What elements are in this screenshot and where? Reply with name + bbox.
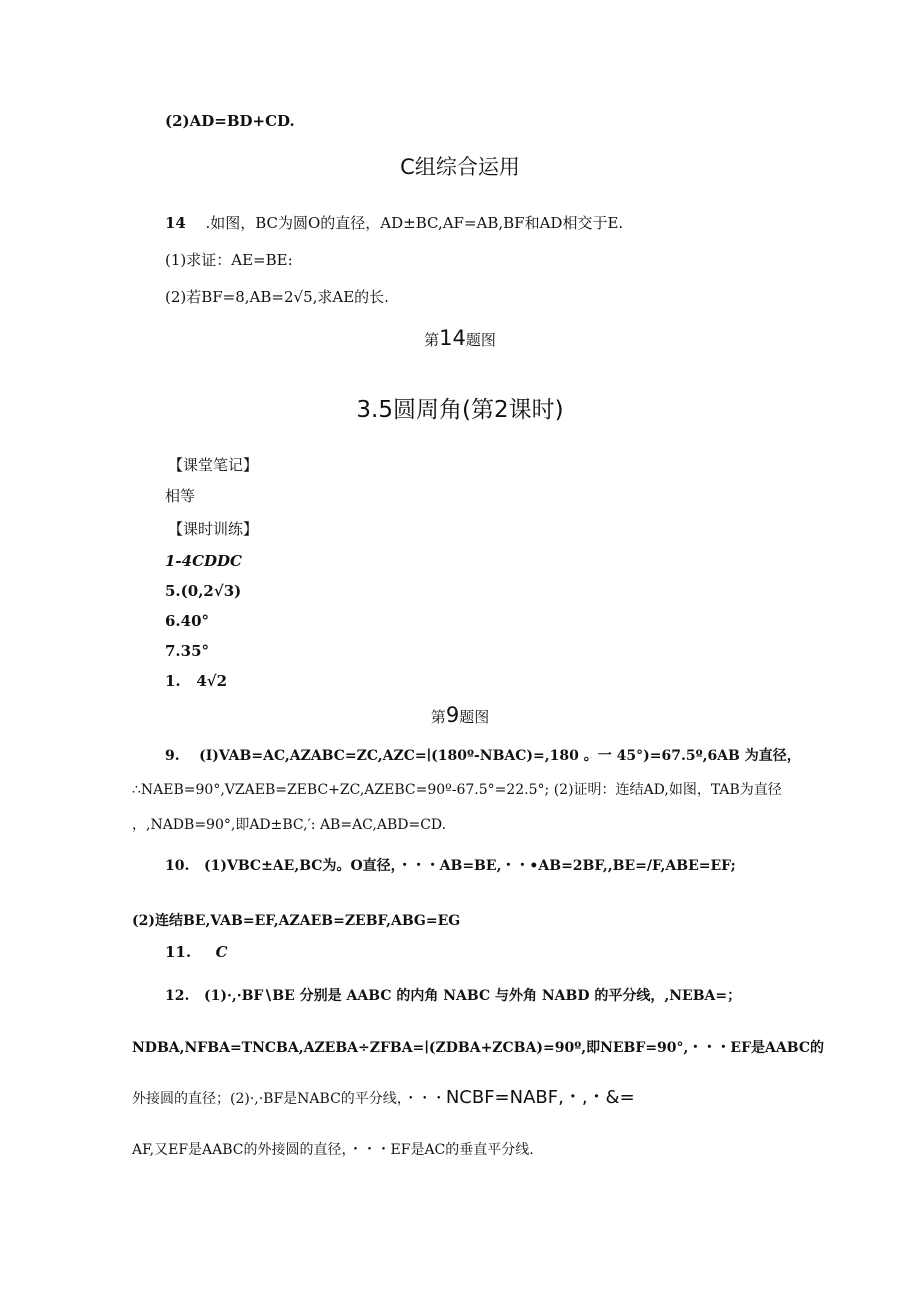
solution-10-line1: 10. (1)VBC±AE,BC为。O直径，・・・AB=BE,・・•AB=2BF,,BE=/F,ABE=EF; [165,858,736,874]
answer-7: 7.35° [165,642,210,660]
section-heading: C组综合运用 [400,155,520,179]
solution-10-line2: (2)连结BE,VAB=EF,AZAEB=ZEBF,ABG=EG [132,913,461,929]
question-14-part1: (1)求证：AE=BE: [165,251,293,269]
answer-5: 5.(0,2√3) [165,582,242,600]
solution-9-line2: ∴NAEB=90°,VZAEB=ZEBC+ZC,AZEBC=90º-67.5°=22.5°; (2)证明：连结AD,如图，TAB为直径 [132,782,782,798]
answer-8: 1. 4√2 [165,672,228,690]
question-14-part2: (2)若BF=8,AB=2√5,求AE的长. [165,288,389,306]
figure-caption-9 [0,704,920,728]
caption-suffix: 题图 [459,708,490,726]
question-number: 14 [165,214,186,232]
solution-12-line2: NDBA,NFBA=TNCBA,AZEBA÷ZFBA=∣(ZDBA+ZCBA)=90º,即NEBF=90°,・・・EF是AABC的 [132,1040,824,1056]
solution-number: 11. [165,943,192,961]
chapter-title: 3.5圆周角(第2课时) [356,397,564,423]
solution-9-line1: 9. (I)VAB=AC,AZABC=ZC,AZC=∣(180º-NBAC)=,180 。一 45°)=67.5º,6AB 为直径， [165,748,801,764]
caption-prefix: 第 [424,331,440,349]
solution-11 [165,942,228,962]
caption-number: 14 [439,326,466,350]
solution-9-line3: ，,NADB=90°,即AD±BC,′: AB=AC,ABD=CD. [132,817,447,833]
answer-6: 6.40° [165,612,210,630]
answer-1-4: 1-4CDDC [165,552,242,570]
top-item: (2)AD=BD+CD. [165,112,295,130]
solution-12-line4: AF,又EF是AABC的外接圆的直径，・・・EF是AC的垂直平分线. [132,1142,534,1158]
notes-text: 相等 [165,487,196,505]
question-text: .如图，BC为圆O的直径，AD±BC,AF=AB,BF和AD相交于E. [205,214,624,232]
caption-suffix: 题图 [465,331,496,349]
solution-12-line3-b: NCBF=NABF,・,・&= [445,1087,635,1108]
solution-answer: C [215,943,228,961]
caption-prefix: 第 [430,708,446,726]
solution-12-line1: 12. (1)·,·BF∖BE 分别是 AABC 的内角 NABC 与外角 NABD 的平分线，,NEBA=； [165,988,742,1004]
solution-12-line3-a: 外接圆的直径；(2)·,·BF是NABC的平分线，・・・ [132,1091,446,1107]
solution-12-line3 [132,1088,635,1109]
figure-caption-14 [0,327,920,351]
question-14 [165,213,623,233]
caption-number: 9 [445,703,460,727]
notes-label: 【课堂笔记】 [168,456,259,474]
practice-label: 【课时训练】 [168,520,259,538]
